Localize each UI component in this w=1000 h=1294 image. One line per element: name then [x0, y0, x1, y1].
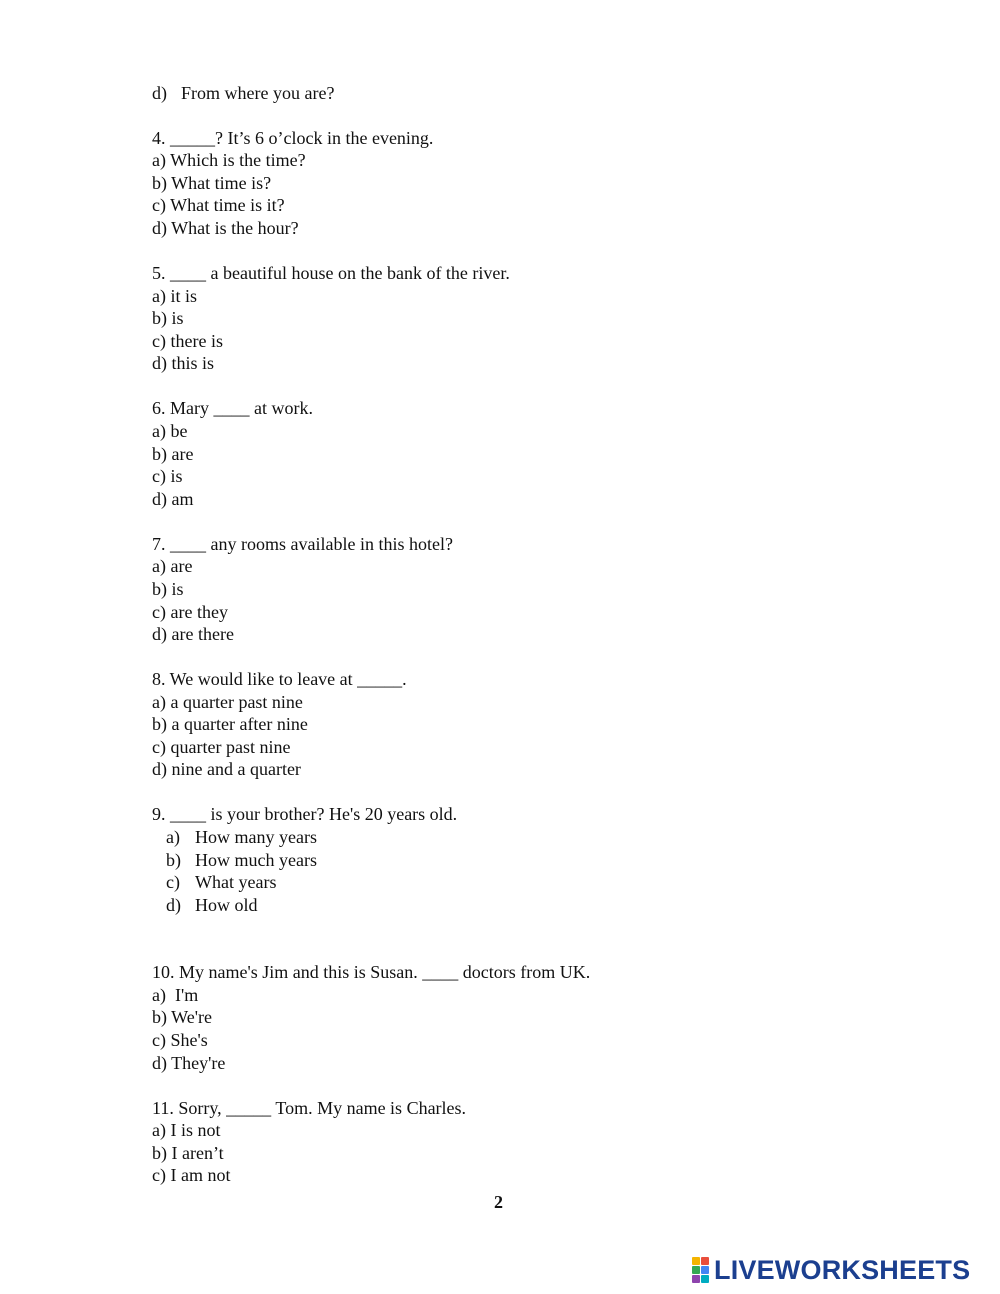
q9-option-c-text: What years: [195, 872, 277, 892]
q3-option-d: [152, 82, 334, 104]
q4-option-b: b) What time is?: [152, 173, 272, 193]
q3-option-d-letter: d): [152, 83, 167, 103]
q6-option-c: c) is: [152, 466, 183, 486]
q9-option-d: [166, 894, 258, 916]
q8-option-c: c) quarter past nine: [152, 737, 291, 757]
q9-stem: 9. ____ is your brother? He's 20 years old.: [152, 804, 458, 824]
q6-option-d: d) am: [152, 489, 194, 509]
q3-option-d-text: From where you are?: [181, 83, 335, 103]
q9-option-b-text: How much years: [195, 850, 317, 870]
liveworksheets-logo: [692, 1256, 970, 1284]
q10-option-a: a) I'm: [152, 985, 199, 1005]
q5-option-b: b) is: [152, 308, 184, 328]
liveworksheets-wordmark: LIVEWORKSHEETS: [714, 1254, 971, 1285]
q10-option-b: b) We're: [152, 1007, 212, 1027]
q6-option-a: a) be: [152, 421, 188, 441]
q11-option-b: b) I aren’t: [152, 1143, 224, 1163]
q8-stem: 8. We would like to leave at _____.: [152, 669, 407, 689]
q9-option-a: [166, 826, 317, 848]
q4-option-a: a) Which is the time?: [152, 150, 306, 170]
q9-option-d-text: How old: [195, 895, 258, 915]
q9-option-b: [166, 849, 317, 871]
q5-option-c: c) there is: [152, 331, 223, 351]
q4-stem: 4. _____? It’s 6 o’clock in the evening.: [152, 128, 434, 148]
q10-option-c: c) She's: [152, 1030, 208, 1050]
q9-option-c: [166, 871, 276, 893]
q5-option-a: a) it is: [152, 286, 197, 306]
q8-option-d: d) nine and a quarter: [152, 759, 301, 779]
q4-option-d: d) What is the hour?: [152, 218, 299, 238]
q10-option-d: d) They're: [152, 1053, 226, 1073]
q7-option-c: c) are they: [152, 602, 228, 622]
q7-option-a: a) are: [152, 556, 193, 576]
q7-stem: 7. ____ any rooms available in this hotel?: [152, 534, 453, 554]
q11-option-a: a) I is not: [152, 1120, 221, 1140]
q10-stem: 10. My name's Jim and this is Susan. ____ doctors from UK.: [152, 962, 591, 982]
q4-option-c: c) What time is it?: [152, 195, 285, 215]
q8-option-a: a) a quarter past nine: [152, 692, 303, 712]
q5-option-d: d) this is: [152, 353, 215, 373]
q9-option-a-text: How many years: [195, 827, 317, 847]
q8-option-b: b) a quarter after nine: [152, 714, 308, 734]
q11-option-c: c) I am not: [152, 1165, 231, 1185]
q6-stem: 6. Mary ____ at work.: [152, 398, 313, 418]
q6-option-b: b) are: [152, 444, 194, 464]
page-number: 2: [494, 1192, 503, 1212]
q5-stem: 5. ____ a beautiful house on the bank of the river.: [152, 263, 510, 283]
q9-option-a-letter: a): [166, 827, 180, 847]
q7-option-b: b) is: [152, 579, 184, 599]
liveworksheets-mark-icon: [692, 1257, 710, 1283]
q11-stem: 11. Sorry, _____ Tom. My name is Charles.: [152, 1098, 467, 1118]
q9-option-c-letter: c): [166, 872, 180, 892]
q9-option-d-letter: d): [166, 895, 181, 915]
q7-option-d: d) are there: [152, 624, 234, 644]
q9-option-b-letter: b): [166, 850, 181, 870]
